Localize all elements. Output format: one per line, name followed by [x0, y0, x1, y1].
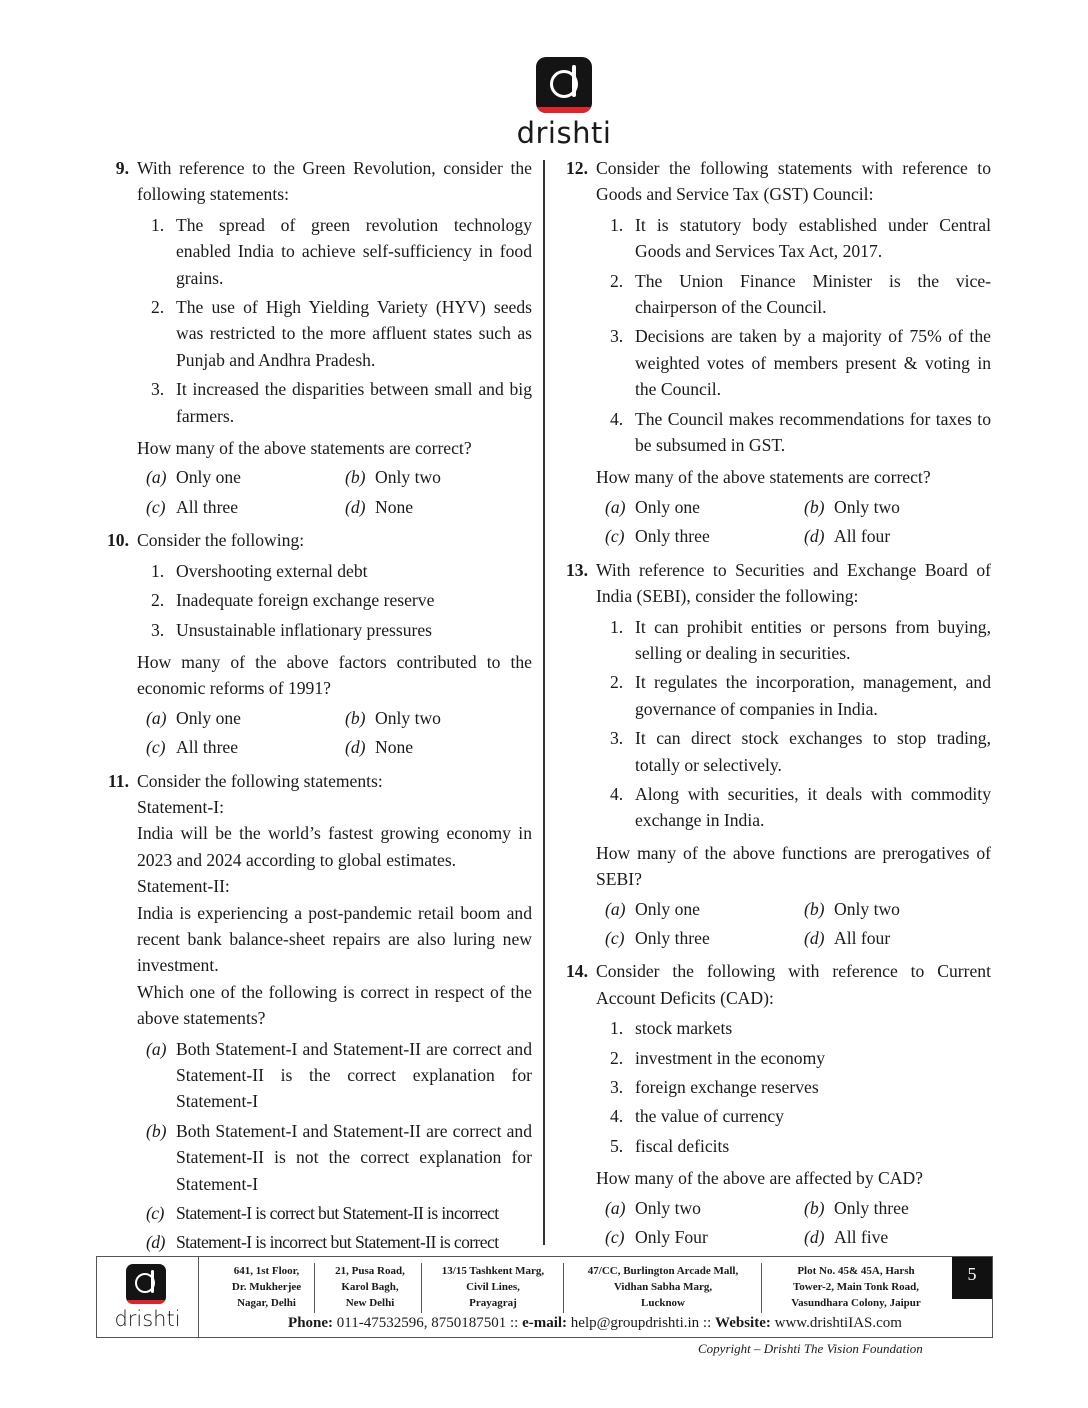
question-text: With reference to Securities and Exchange Board of India (SEBI), consider the following: — [596, 559, 991, 607]
option-c: (c) Only three — [605, 526, 710, 547]
option-b: (b) Only two — [804, 496, 900, 517]
statement-2-text: India is experiencing a post-pandemic retail boom and recent bank balance-sheet repairs are also luring new investment. — [137, 902, 532, 976]
option-grid — [596, 896, 991, 952]
statement-list — [596, 614, 991, 834]
page-number: 5 — [952, 1257, 992, 1299]
statement-item: 1. It can prohibit entities or persons from buying, selling or dealing in securities. — [610, 616, 991, 663]
statement-list — [137, 212, 532, 429]
statement-2-label: Statement-II: — [137, 876, 230, 897]
statement-item: 5. fiscal deficits — [610, 1135, 730, 1156]
footer-logo-wordmark: drishti — [114, 1307, 181, 1331]
question-number: 13. — [566, 559, 588, 580]
phone-label: Phone: — [288, 1315, 334, 1331]
email-link[interactable]: help@groupdrishti.in :: — [570, 1315, 712, 1331]
option-d: (d) All four — [804, 526, 891, 547]
left-column — [102, 155, 532, 1263]
address-karol-bagh: 21, Pusa Road, Karol Bagh, New Delhi — [319, 1263, 422, 1313]
statement-item: 3. Decisions are taken by a majority of 75% of the weighted votes of members present & voting in the Council. — [610, 326, 991, 400]
question-text: With reference to the Green Revolution, consider the following statements: — [137, 158, 532, 205]
question-14 — [561, 958, 991, 1250]
question-prompt: How many of the above factors contributed to the economic reforms of 1991? — [137, 651, 532, 699]
question-prompt: Which one of the following is correct in respect of the above statements? — [137, 981, 532, 1029]
question-text: Consider the following with reference to Current Account Deficits (CAD): — [596, 961, 991, 1008]
statement-item: 4. the value of currency — [610, 1106, 784, 1127]
copyright-notice: Copyright – Drishti The Vision Foundation — [698, 1341, 923, 1356]
statement-item: 2. The use of High Yielding Variety (HYV) seeds was restricted to the more affluent states such as Punjab and Andhra Pradesh. — [151, 297, 532, 370]
question-9 — [102, 155, 532, 520]
option-c: (c) Only three — [605, 927, 710, 948]
email-label: e-mail: — [522, 1315, 568, 1331]
option-b: (b) Only three — [804, 1197, 909, 1218]
statement-item: 2. The Union Finance Minister is the vice-chairperson of the Council. — [610, 270, 991, 318]
statement-1-label: Statement-I: — [137, 796, 224, 817]
statement-item: 3. It increased the disparities between small and big farmers. — [151, 379, 532, 426]
question-13 — [561, 557, 991, 952]
statement-item: 1. The spread of green revolution technology enabled India to achieve self-sufficiency in food grains. — [151, 214, 532, 288]
address-prayagraj: 13/15 Tashkent Marg, Civil Lines, Prayagraj — [423, 1263, 564, 1313]
website-link[interactable]: www.drishtiIAS.com — [774, 1315, 902, 1331]
question-number: 10. — [107, 530, 129, 551]
option-d: (d) None — [345, 496, 414, 517]
option-a: (a) Both Statement-I and Statement-II are correct and Statement-II is the correct explanation for Statement-I — [146, 1038, 532, 1112]
contact-line — [198, 1315, 992, 1332]
option-grid — [596, 494, 991, 550]
statement-item: 4. The Council makes recommendations for taxes to be subsumed in GST. — [610, 408, 991, 456]
option-a: (a) Only one — [146, 467, 241, 488]
option-a: (a) Only one — [605, 898, 700, 919]
statement-item: 4. Along with securities, it deals with commodity exchange in India. — [610, 783, 991, 831]
question-10 — [102, 527, 532, 760]
logo-wordmark: drishti — [516, 116, 612, 150]
phone-numbers: 011-47532596, 8750187501 :: — [336, 1315, 519, 1331]
question-number: 11. — [107, 770, 129, 791]
option-b: (b) Only two — [804, 898, 900, 919]
statement-item: 1. stock markets — [610, 1018, 733, 1039]
option-grid — [596, 1195, 991, 1251]
statement-item: 1. Overshooting external debt — [151, 560, 368, 581]
page-footer — [96, 1256, 993, 1338]
question-number: 9. — [115, 158, 129, 178]
logo-mark-icon — [126, 1264, 166, 1304]
option-a: (a) Only two — [605, 1197, 701, 1218]
statement-item: 1. It is statutory body established under Central Goods and Services Tax Act, 2017. — [610, 214, 991, 262]
logo-mark-icon — [536, 57, 592, 113]
question-prompt: How many of the above are affected by CAD? — [596, 1168, 923, 1189]
question-prompt: How many of the above statements are correct? — [596, 467, 931, 488]
option-grid — [137, 464, 532, 520]
statement-item: 2. Inadequate foreign exchange reserve — [151, 590, 435, 611]
question-prompt: How many of the above statements are correct? — [137, 438, 472, 459]
option-d: (d) None — [345, 737, 414, 758]
statement-item: 3. It can direct stock exchanges to stop trading, totally or selectively. — [610, 728, 991, 775]
statement-1-text: India will be the world’s fastest growing economy in 2023 and 2024 according to global estimates. — [137, 823, 532, 870]
option-a: (a) Only one — [605, 496, 700, 517]
statement-list — [596, 212, 991, 459]
question-text: Consider the following: — [137, 530, 305, 551]
option-b: (b) Only two — [345, 707, 441, 728]
statement-item: 2. It regulates the incorporation, management, and governance of companies in India. — [610, 672, 991, 719]
option-d: (d) Statement-I is incorrect but Statement-II is correct — [146, 1232, 499, 1253]
statement-item: 2. investment in the economy — [610, 1047, 826, 1068]
address-lucknow: 47/CC, Burlington Arcade Mall, Vidhan Sabha Marg, Lucknow — [565, 1263, 762, 1313]
statement-item: 3. Unsustainable inflationary pressures — [151, 619, 433, 640]
option-c: (c) All three — [146, 737, 239, 758]
option-d: (d) All four — [804, 927, 891, 948]
statement-item: 3. foreign exchange reserves — [610, 1077, 819, 1097]
footer-logo — [97, 1257, 199, 1337]
option-c: (c) Only Four — [605, 1227, 708, 1248]
option-grid — [137, 705, 532, 761]
statement-list — [137, 558, 532, 643]
option-b: (b) Both Statement-I and Statement-II are correct and Statement-II is not the correct explanation for Statement-I — [146, 1120, 532, 1194]
address-delhi-mukherjee: 641, 1st Floor, Dr. Mukherjee Nagar, Delhi — [219, 1263, 315, 1313]
statement-list — [596, 1015, 991, 1159]
question-text: Consider the following statements with reference to Goods and Service Tax (GST) Council: — [596, 158, 991, 205]
question-number: 14. — [566, 961, 588, 982]
website-label: Website: — [715, 1315, 771, 1331]
option-d: (d) All five — [804, 1227, 889, 1248]
option-c: (c) Statement-I is correct but Statement-II is incorrect — [146, 1203, 499, 1224]
column-divider — [543, 160, 545, 1245]
option-a: (a) Only one — [146, 707, 241, 728]
option-list — [137, 1036, 532, 1256]
option-c: (c) All three — [146, 496, 239, 517]
question-11 — [102, 768, 532, 1256]
question-number: 12. — [566, 158, 588, 178]
question-12 — [561, 155, 991, 550]
right-column — [561, 155, 991, 1257]
question-text: Consider the following statements: — [137, 770, 383, 791]
option-b: (b) Only two — [345, 467, 441, 488]
question-prompt: How many of the above functions are prerogatives of SEBI? — [596, 842, 991, 890]
address-jaipur: Plot No. 45& 45A, Harsh Tower-2, Main Tonk Road, Vasundhara Colony, Jaipur — [791, 1265, 921, 1309]
drishti-logo — [536, 57, 592, 113]
